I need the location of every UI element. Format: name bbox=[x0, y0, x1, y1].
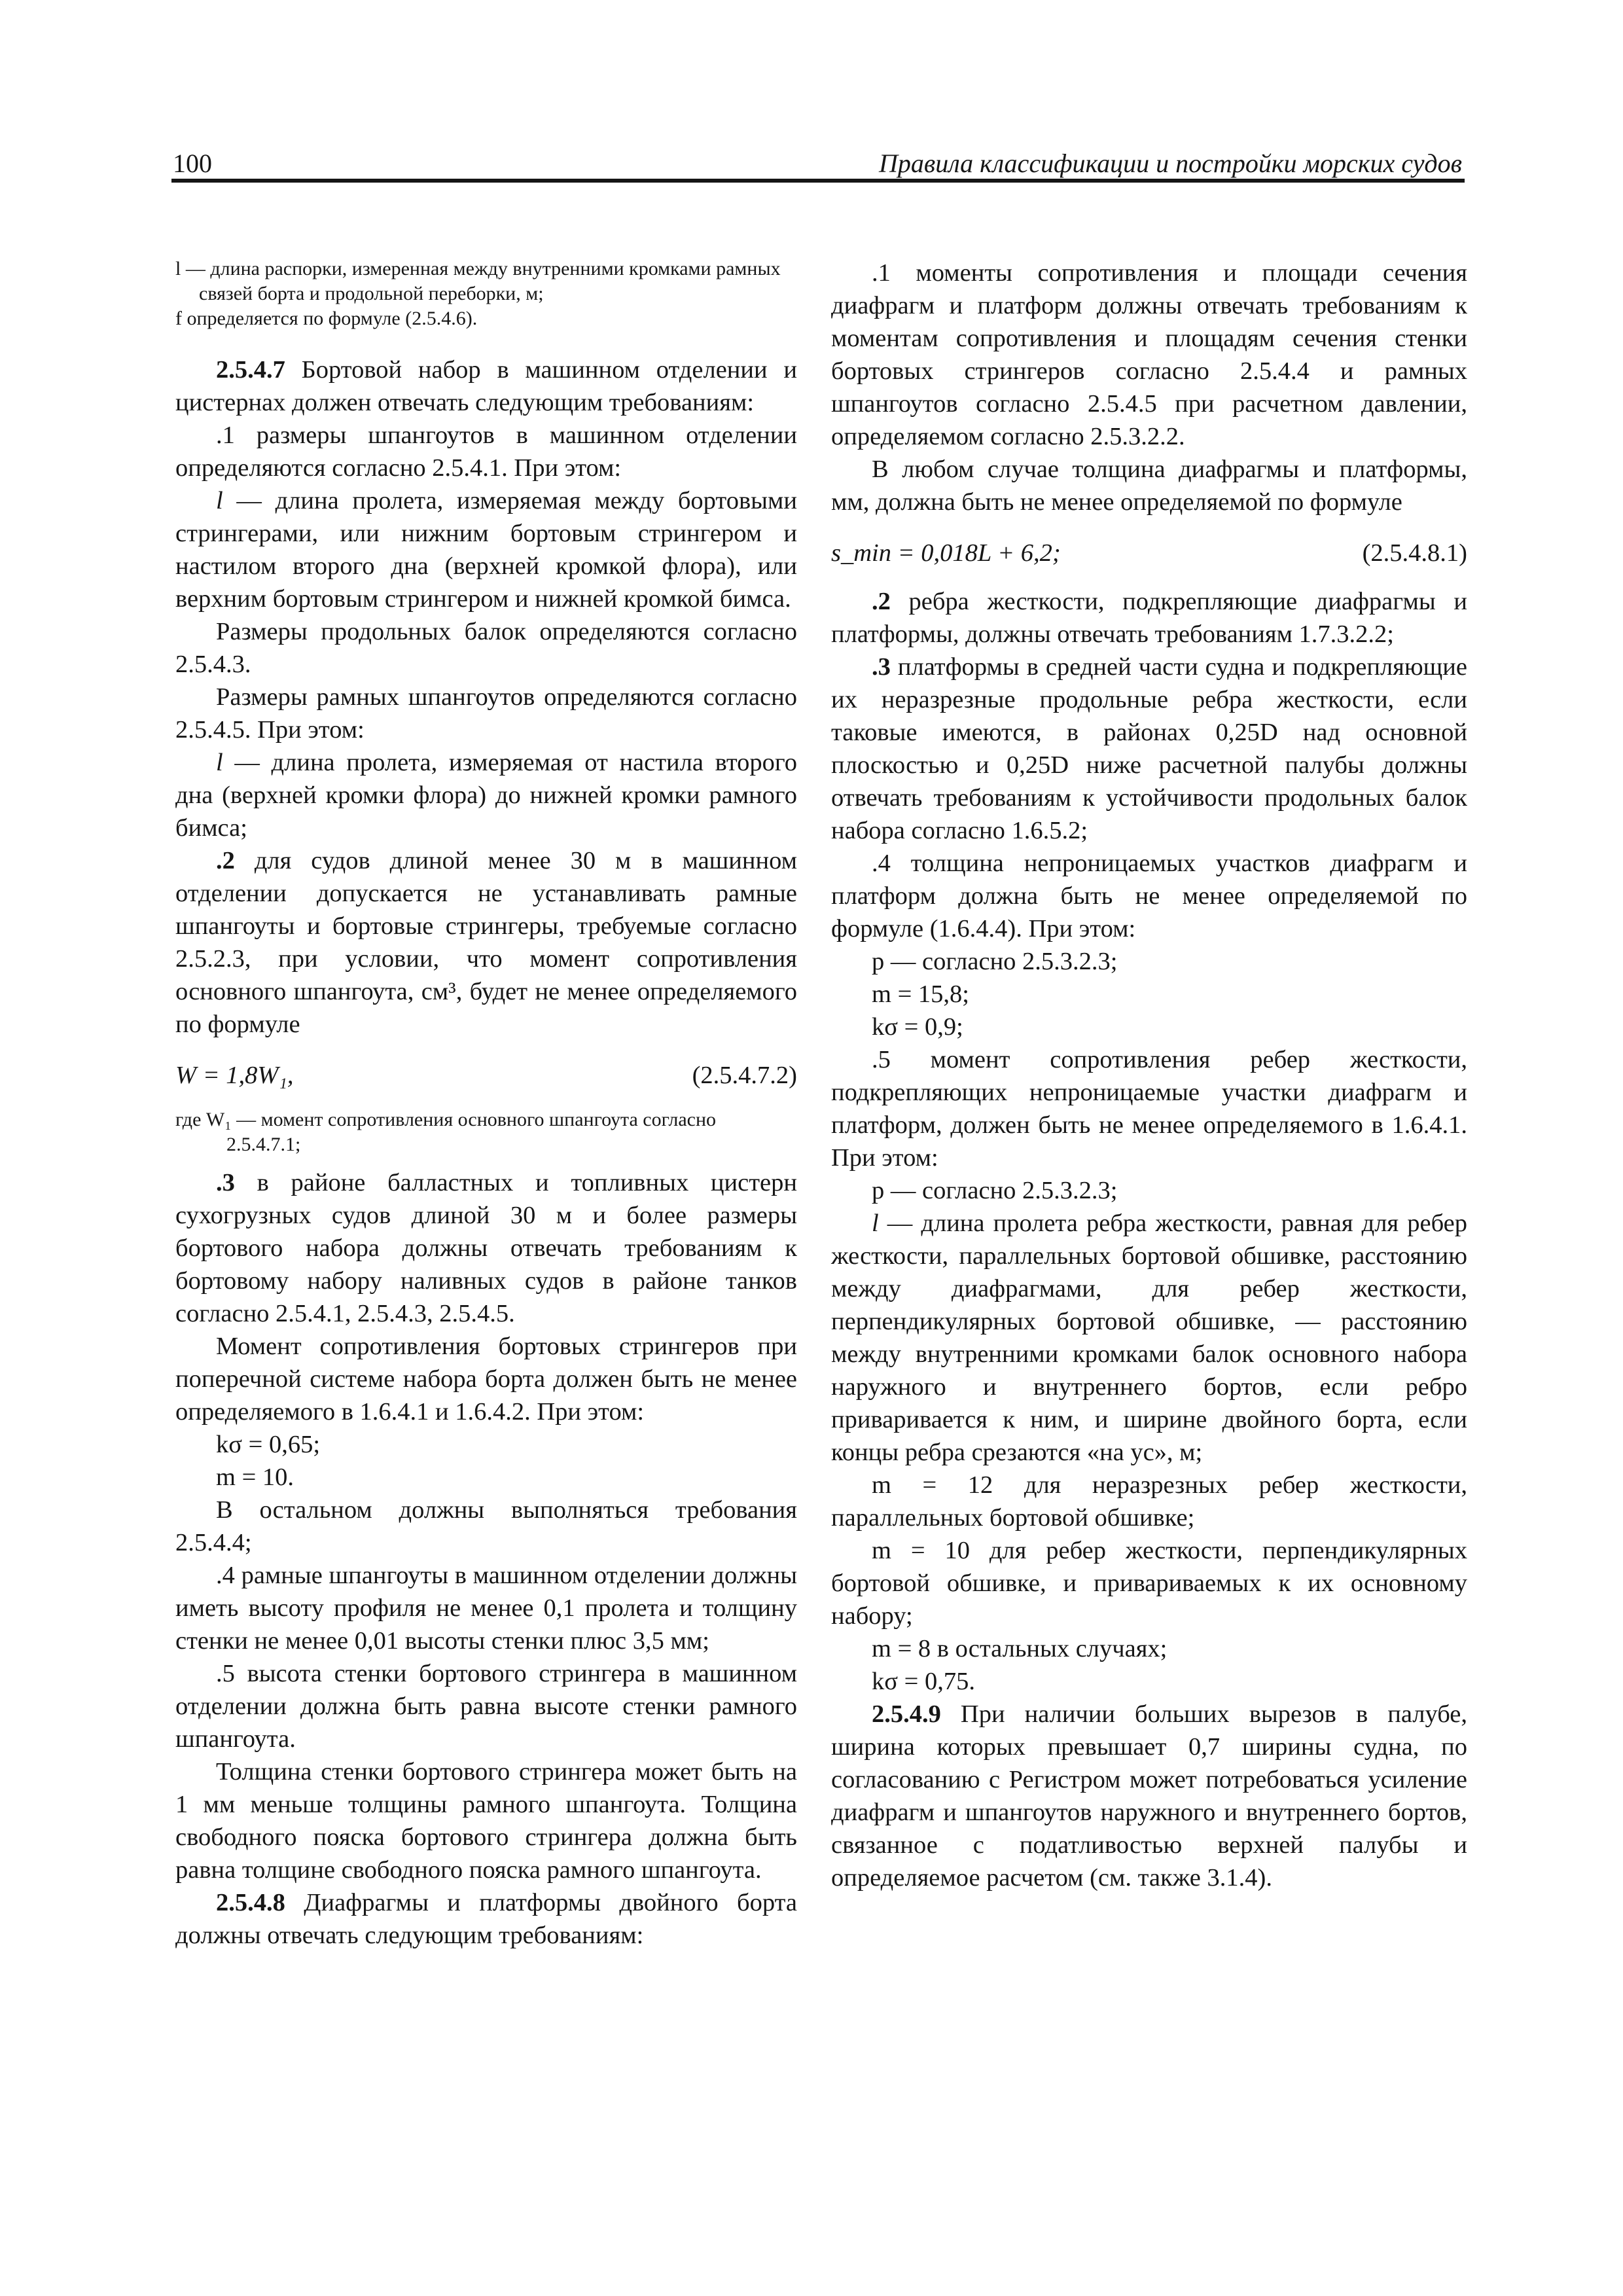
parameter-m: m = 8 в остальных случаях; bbox=[872, 1635, 1168, 1662]
right-column bbox=[831, 257, 1467, 1894]
formula-2-5-4-8-1 bbox=[831, 537, 1467, 569]
paragraph: .5 высота стенки бортового стрингера в машинном отделении должна быть равна высоте стенки рамного шпангоута. bbox=[175, 1660, 797, 1753]
paragraph: В остальном должны выполняться требования 2.5.4.4; bbox=[175, 1496, 797, 1556]
page-number: 100 bbox=[173, 149, 212, 178]
parameter-m: m = 15,8; bbox=[872, 980, 969, 1008]
formula-2-5-4-7-2 bbox=[175, 1059, 797, 1092]
paragraph: Размеры продольных балок определяются согласно 2.5.4.3. bbox=[175, 618, 797, 678]
paragraph-2-5-4-9: 2.5.4.9 При наличии больших вырезов в палубе, ширина которых превышает 0,7 ширины судна, по согласованию с Регистром может потребоваться усиление диафрагм и шпангоутов наружного и внутреннего бортов, связанное с податливостью верхней палубы и определяемое расчетом (см. также 3.1.4). bbox=[831, 1700, 1467, 1892]
clause-number: 2.5.4.7 bbox=[216, 356, 285, 384]
paragraph: l — длина пролета ребра жесткости, равная для ребер жесткости, параллельных бортовой обшивке, расстоянию между диафрагмами, для ребер жесткости, перпендикулярных бортовой обшивке, — расстоянию между внутренними кромками балок основного набора наружного и внутреннего бортов, если ребро приваривается к ним, и ширине двойного борта, если концы ребра срезаются «на ус», м; bbox=[831, 1210, 1467, 1466]
formula-expression: W = 1,8W₁, bbox=[175, 1062, 294, 1089]
paragraph: .4 рамные шпангоуты в машинном отделении должны иметь высоту профиля не менее 0,1 пролета и толщину стенки не менее 0,01 высоты стенки плюс 3,5 мм; bbox=[175, 1562, 797, 1655]
running-title: Правила классификации и постройки морских судов bbox=[878, 149, 1462, 178]
paragraph: Размеры рамных шпангоутов определяются согласно 2.5.4.5. При этом: bbox=[175, 683, 797, 744]
formula-expression: s_min = 0,018L + 6,2; bbox=[831, 539, 1061, 567]
paragraph: .2 ребра жесткости, подкрепляющие диафрагмы и платформы, должны отвечать требованиям 1.7.3.2.2; bbox=[831, 588, 1467, 648]
definitions-note bbox=[175, 257, 797, 331]
parameter-p: p — согласно 2.5.3.2.3; bbox=[872, 1177, 1118, 1204]
paragraph: l — длина пролета, измеряемая между бортовыми стрингерами, или нижним бортовым стрингером и настилом второго дна (верхней кромкой флора), или верхним бортовым стрингером и нижней кромкой бимса. bbox=[175, 487, 797, 613]
left-column bbox=[175, 257, 797, 1952]
parameter-k-sigma: kσ = 0,9; bbox=[872, 1013, 963, 1041]
formula-where-note-cont: 2.5.4.7.1; bbox=[226, 1134, 301, 1155]
parameter-m: m = 10. bbox=[216, 1463, 294, 1491]
paragraph: .5 момент сопротивления ребер жесткости, подкрепляющих непроницаемые участки диафрагм и платформ, должен быть не менее определяемого в 1.6.4.1. При этом: bbox=[831, 1046, 1467, 1172]
header-rule bbox=[171, 179, 1465, 183]
paragraph: В любом случае толщина диафрагмы и платформы, мм, должна быть не менее определяемой по формуле bbox=[831, 456, 1467, 516]
note-f: f определяется по формуле (2.5.4.6). bbox=[175, 308, 478, 329]
paragraph: .2 для судов длиной менее 30 м в машинном отделении допускается не устанавливать рамные шпангоуты и бортовые стрингеры, требуемые согласно 2.5.2.3, при условии, что момент сопротивления основного шпангоута, см³, будет не менее определяемого по формуле bbox=[175, 847, 797, 1038]
parameter-k-sigma: kσ = 0,75. bbox=[872, 1668, 975, 1695]
paragraph: m = 12 для неразрезных ребер жесткости, параллельных бортовой обшивке; bbox=[831, 1471, 1467, 1532]
note-l: l — длина распорки, измеренная между внутренними кромками рамных связей борта и продольной переборки, м; bbox=[175, 258, 781, 304]
paragraph: m = 10 для ребер жесткости, перпендикулярных бортовой обшивке, и привариваемых к их основному набору; bbox=[831, 1537, 1467, 1630]
paragraph: Толщина стенки бортового стрингера может быть на 1 мм меньше толщины рамного шпангоута. Толщина свободного пояска бортового стрингера должна быть равна толщине свободного пояска рамного шпангоута. bbox=[175, 1758, 797, 1884]
paragraph: .1 моменты сопротивления и площади сечения диафрагм и платформ должны отвечать требованиям к моментам сопротивления и площадям сечения стенки бортовых стрингеров согласно 2.5.4.4 и рамных шпангоутов согласно 2.5.4.5 при расчетном давлении, определяемом согласно 2.5.3.2.2. bbox=[831, 259, 1467, 450]
paragraph: l — длина пролета, измеряемая от настила второго дна (верхней кромки флора) до нижней кромки рамного бимса; bbox=[175, 749, 797, 842]
paragraph-2-5-4-8: 2.5.4.8 Диафрагмы и платформы двойного борта должны отвечать следующим требованиям: bbox=[175, 1889, 797, 1949]
formula-number: (2.5.4.7.2) bbox=[692, 1062, 797, 1089]
paragraph: .3 платформы в средней части судна и подкрепляющие их неразрезные продольные ребра жесткости, если таковые имеются, в районах 0,25D над основной плоскостью и 0,25D ниже расчетной палубы должны отвечать требованиям к устойчивости продольных балок набора согласно 1.6.5.2; bbox=[831, 653, 1467, 844]
paragraph: Момент сопротивления бортовых стрингеров при поперечной системе набора борта должен быть не менее определяемого в 1.6.4.1 и 1.6.4.2. При этом: bbox=[175, 1333, 797, 1426]
paragraph: .1 размеры шпангоутов в машинном отделении определяются согласно 2.5.4.1. При этом: bbox=[175, 422, 797, 482]
parameter-k-sigma: kσ = 0,65; bbox=[216, 1431, 321, 1458]
paragraph: .4 толщина непроницаемых участков диафрагм и платформ должна быть не менее определяемой по формуле (1.6.4.4). При этом: bbox=[831, 850, 1467, 942]
page-header bbox=[171, 145, 1465, 181]
paragraph: .3 в районе балластных и топливных цистерн сухогрузных судов длиной 30 м и более размеры бортового набора должны отвечать требованиям к бортовому набору наливных судов в районе танков согласно 2.5.4.1, 2.5.4.3, 2.5.4.5. bbox=[175, 1169, 797, 1327]
formula-number: (2.5.4.8.1) bbox=[1362, 539, 1467, 567]
formula-where-note: где W₁ — момент сопротивления основного шпангоута согласно bbox=[175, 1109, 717, 1130]
paragraph-2-5-4-7: 2.5.4.7 Бортовой набор в машинном отделении и цистернах должен отвечать следующим требованиям: bbox=[175, 356, 797, 416]
parameter-p: p — согласно 2.5.3.2.3; bbox=[872, 948, 1118, 975]
